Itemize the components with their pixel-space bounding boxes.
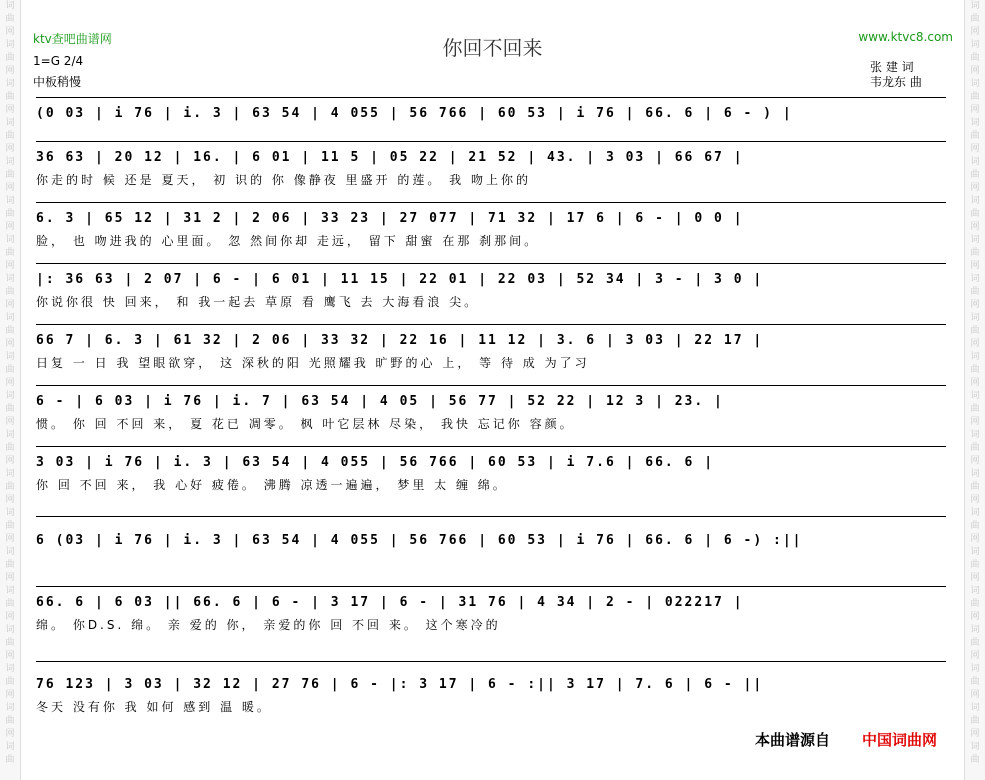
watermark-char: 词 bbox=[970, 703, 980, 713]
lyrics-line: 冬天 没有你 我 如何 感到 温 暖。 bbox=[36, 700, 272, 714]
watermark-char: 曲 bbox=[5, 131, 15, 141]
watermark-char: 词 bbox=[5, 469, 15, 479]
watermark-char: 曲 bbox=[5, 482, 15, 492]
score-system-3 bbox=[36, 202, 946, 250]
score-system-10 bbox=[36, 668, 946, 716]
watermark-char: 曲 bbox=[970, 131, 980, 141]
watermark-char: 词 bbox=[5, 703, 15, 713]
watermark-char: 词 bbox=[5, 391, 15, 401]
watermark-char: 词 bbox=[970, 352, 980, 362]
watermark-char: 词 bbox=[5, 586, 15, 596]
watermark-char: 曲 bbox=[5, 521, 15, 531]
watermark-char: 词 bbox=[970, 664, 980, 674]
watermark-char: 曲 bbox=[970, 365, 980, 375]
site-link-left[interactable]: ktv查吧曲谱网 bbox=[33, 32, 112, 46]
watermark-char: 网 bbox=[970, 300, 980, 310]
watermark-char: 网 bbox=[970, 339, 980, 349]
watermark-char: 网 bbox=[5, 495, 15, 505]
staff-divider bbox=[36, 516, 946, 517]
key-signature: 1=G 2/4 bbox=[33, 54, 84, 68]
notation-line: |: 36 63 | 2 07 | 6 - | 6 01 | 11 15 | 22 01 | 22 03 | 52 34 | 3 - | 3 0 | bbox=[36, 272, 764, 287]
score-system-7 bbox=[36, 446, 946, 494]
watermark-char: 曲 bbox=[5, 755, 15, 765]
watermark-char: 网 bbox=[5, 612, 15, 622]
notation-line: 66. 6 | 6 03 || 66. 6 | 6 - | 3 17 | 6 - | 31 76 | 4 34 | 2 - | 022217 | bbox=[36, 595, 744, 610]
watermark-char: 网 bbox=[970, 612, 980, 622]
watermark-char: 词 bbox=[970, 469, 980, 479]
notation-line: 6 (03 | i 76 | i. 3 | 63 54 | 4 055 | 56 766 | 60 53 | i 76 | 66. 6 | 6 -) :|| bbox=[36, 533, 803, 548]
staff-divider bbox=[36, 661, 946, 662]
watermark-char: 网 bbox=[970, 651, 980, 661]
watermark-char: 网 bbox=[5, 261, 15, 271]
watermark-char: 词 bbox=[5, 352, 15, 362]
watermark-char: 曲 bbox=[970, 326, 980, 336]
watermark-char: 词 bbox=[5, 235, 15, 245]
song-title: 你回不回来 bbox=[442, 36, 543, 60]
watermark-char: 词 bbox=[5, 274, 15, 284]
watermark-char: 曲 bbox=[5, 638, 15, 648]
watermark-char: 网 bbox=[970, 183, 980, 193]
composer-credit: 韦龙东 曲 bbox=[870, 75, 922, 89]
lyrics-line: 你走的时 候 还是 夏天， 初 识的 你 像静夜 里盛开 的莲。 我 吻上你的 bbox=[36, 173, 531, 187]
watermark-char: 曲 bbox=[970, 677, 980, 687]
watermark-char: 网 bbox=[5, 456, 15, 466]
watermark-char: 词 bbox=[970, 313, 980, 323]
watermark-char: 网 bbox=[5, 378, 15, 388]
tempo-marking: 中板稍慢 bbox=[33, 75, 82, 89]
watermark-char: 词 bbox=[970, 547, 980, 557]
watermark-char: 曲 bbox=[970, 599, 980, 609]
lyrics-line: 你 回 不回 来， 我 心好 疲倦。 沸腾 凉透一遍遍， 梦里 太 缠 绵。 bbox=[36, 478, 508, 492]
notation-line: 36 63 | 20 12 | 16. | 6 01 | 11 5 | 05 22 | 21 52 | 43. | 3 03 | 66 67 | bbox=[36, 150, 744, 165]
watermark-char: 网 bbox=[5, 651, 15, 661]
watermark-char: 网 bbox=[970, 417, 980, 427]
watermark-char: 网 bbox=[970, 534, 980, 544]
notation-line: (0 03 | i 76 | i. 3 | 63 54 | 4 055 | 56 766 | 60 53 | i 76 | 66. 6 | 6 - ) | bbox=[36, 106, 793, 121]
watermark-char: 网 bbox=[5, 66, 15, 76]
watermark-right-strip bbox=[964, 0, 985, 780]
watermark-char: 网 bbox=[970, 456, 980, 466]
lyrics-line: 脸， 也 吻进我的 心里面。 忽 然间你却 走远， 留下 甜蜜 在那 刹那间。 bbox=[36, 234, 540, 248]
watermark-char: 曲 bbox=[5, 170, 15, 180]
watermark-char: 词 bbox=[5, 196, 15, 206]
watermark-char: 网 bbox=[970, 495, 980, 505]
notation-line: 76 123 | 3 03 | 32 12 | 27 76 | 6 - |: 3 17 | 6 - :|| 3 17 | 7. 6 | 6 - || bbox=[36, 677, 764, 692]
watermark-char: 词 bbox=[970, 1, 980, 11]
watermark-char: 曲 bbox=[970, 482, 980, 492]
watermark-char: 曲 bbox=[970, 755, 980, 765]
watermark-char: 曲 bbox=[5, 599, 15, 609]
watermark-char: 曲 bbox=[970, 53, 980, 63]
score-system-5 bbox=[36, 324, 946, 372]
site-link-right[interactable]: www.ktvc8.com bbox=[858, 30, 953, 44]
watermark-char: 词 bbox=[5, 508, 15, 518]
watermark-char: 网 bbox=[5, 27, 15, 37]
watermark-char: 网 bbox=[5, 417, 15, 427]
watermark-char: 网 bbox=[970, 144, 980, 154]
watermark-char: 词 bbox=[5, 118, 15, 128]
watermark-char: 词 bbox=[970, 742, 980, 752]
watermark-char: 曲 bbox=[5, 716, 15, 726]
watermark-char: 曲 bbox=[970, 92, 980, 102]
watermark-char: 网 bbox=[970, 66, 980, 76]
watermark-char: 曲 bbox=[970, 443, 980, 453]
notation-line: 66 7 | 6. 3 | 61 32 | 2 06 | 33 32 | 22 16 | 11 12 | 3. 6 | 3 03 | 22 17 | bbox=[36, 333, 764, 348]
watermark-char: 词 bbox=[970, 79, 980, 89]
watermark-char: 网 bbox=[5, 300, 15, 310]
watermark-char: 网 bbox=[970, 105, 980, 115]
watermark-left-strip bbox=[0, 0, 21, 780]
watermark-char: 词 bbox=[970, 508, 980, 518]
watermark-char: 词 bbox=[970, 391, 980, 401]
watermark-char: 词 bbox=[5, 157, 15, 167]
watermark-char: 曲 bbox=[970, 248, 980, 258]
watermark-char: 曲 bbox=[970, 521, 980, 531]
watermark-char: 网 bbox=[5, 105, 15, 115]
watermark-char: 网 bbox=[5, 144, 15, 154]
watermark-char: 词 bbox=[970, 235, 980, 245]
watermark-char: 词 bbox=[970, 586, 980, 596]
source-credit-site[interactable]: 中国词曲网 bbox=[862, 731, 938, 749]
watermark-char: 曲 bbox=[970, 287, 980, 297]
watermark-char: 网 bbox=[5, 183, 15, 193]
watermark-char: 网 bbox=[5, 534, 15, 544]
watermark-char: 词 bbox=[5, 742, 15, 752]
watermark-char: 词 bbox=[5, 625, 15, 635]
watermark-char: 网 bbox=[5, 729, 15, 739]
score-system-6 bbox=[36, 385, 946, 433]
notation-line: 6. 3 | 65 12 | 31 2 | 2 06 | 33 23 | 27 077 | 71 32 | 17 6 | 6 - | 0 0 | bbox=[36, 211, 744, 226]
watermark-char: 曲 bbox=[5, 209, 15, 219]
watermark-char: 词 bbox=[5, 547, 15, 557]
watermark-char: 曲 bbox=[5, 560, 15, 570]
watermark-char: 网 bbox=[5, 573, 15, 583]
watermark-char: 网 bbox=[5, 339, 15, 349]
watermark-char: 网 bbox=[970, 573, 980, 583]
watermark-char: 词 bbox=[970, 40, 980, 50]
watermark-char: 词 bbox=[970, 118, 980, 128]
watermark-char: 曲 bbox=[5, 404, 15, 414]
lyrics-line: 绵。 你D.S. 绵。 亲 爱的 你， 亲爱的你 回 不回 来。 这个寒冷的 bbox=[36, 618, 501, 632]
watermark-char: 词 bbox=[5, 430, 15, 440]
watermark-char: 曲 bbox=[5, 326, 15, 336]
source-credit-label: 本曲谱源自 bbox=[755, 731, 831, 749]
watermark-char: 词 bbox=[5, 664, 15, 674]
watermark-char: 曲 bbox=[970, 14, 980, 24]
watermark-char: 网 bbox=[970, 378, 980, 388]
watermark-char: 曲 bbox=[5, 248, 15, 258]
lyrics-line: 日复 一 日 我 望眼欲穿， 这 深秋的阳 光照耀我 旷野的心 上， 等 待 成 为了习 bbox=[36, 356, 590, 370]
watermark-char: 曲 bbox=[5, 53, 15, 63]
notation-line: 3 03 | i 76 | i. 3 | 63 54 | 4 055 | 56 766 | 60 53 | i 7.6 | 66. 6 | bbox=[36, 455, 715, 470]
notation-line: 6 - | 6 03 | i 76 | i. 7 | 63 54 | 4 05 | 56 77 | 52 22 | 12 3 | 23. | bbox=[36, 394, 724, 409]
watermark-char: 曲 bbox=[970, 560, 980, 570]
watermark-char: 曲 bbox=[970, 170, 980, 180]
watermark-char: 词 bbox=[5, 1, 15, 11]
watermark-char: 曲 bbox=[970, 716, 980, 726]
watermark-char: 词 bbox=[5, 79, 15, 89]
score-system-1 bbox=[36, 97, 946, 145]
score-system-2 bbox=[36, 141, 946, 189]
watermark-char: 网 bbox=[970, 222, 980, 232]
watermark-char: 网 bbox=[970, 729, 980, 739]
lyrics-line: 惯。 你 回 不回 来， 夏 花已 凋零。 枫 叶它层林 尽染， 我快 忘记你 容颜。 bbox=[36, 417, 575, 431]
watermark-char: 网 bbox=[5, 690, 15, 700]
watermark-char: 网 bbox=[970, 27, 980, 37]
lyricist-credit: 张 建 词 bbox=[870, 60, 914, 74]
watermark-char: 网 bbox=[970, 690, 980, 700]
watermark-char: 曲 bbox=[5, 443, 15, 453]
watermark-char: 词 bbox=[970, 430, 980, 440]
lyrics-line bbox=[36, 554, 946, 572]
watermark-char: 曲 bbox=[5, 14, 15, 24]
watermark-char: 网 bbox=[970, 261, 980, 271]
watermark-char: 曲 bbox=[970, 404, 980, 414]
score-system-4 bbox=[36, 263, 946, 311]
watermark-char: 网 bbox=[5, 222, 15, 232]
score-system-9 bbox=[36, 586, 946, 634]
watermark-char: 词 bbox=[5, 40, 15, 50]
watermark-char: 曲 bbox=[970, 638, 980, 648]
lyrics-line: 你说你很 快 回来， 和 我一起去 草原 看 鹰飞 去 大海看浪 尖。 bbox=[36, 295, 480, 309]
watermark-char: 词 bbox=[970, 196, 980, 206]
watermark-char: 曲 bbox=[5, 365, 15, 375]
watermark-char: 词 bbox=[970, 274, 980, 284]
watermark-char: 词 bbox=[970, 625, 980, 635]
watermark-char: 曲 bbox=[5, 92, 15, 102]
score-system-8 bbox=[36, 524, 946, 572]
watermark-char: 曲 bbox=[5, 677, 15, 687]
watermark-char: 词 bbox=[970, 157, 980, 167]
watermark-char: 曲 bbox=[970, 209, 980, 219]
watermark-char: 曲 bbox=[5, 287, 15, 297]
watermark-char: 词 bbox=[5, 313, 15, 323]
